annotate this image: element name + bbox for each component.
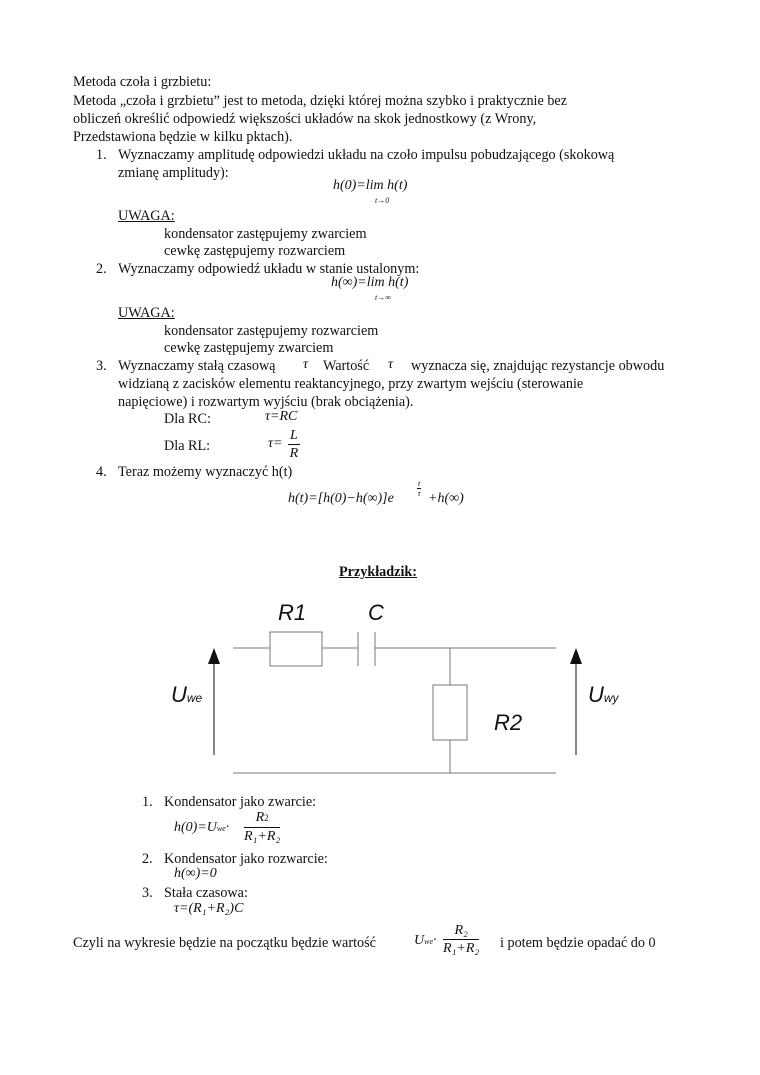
intro-title: Metoda czoła i grzbietu: <box>73 74 212 90</box>
example-item-number: 1. <box>142 794 153 810</box>
step-text: napięciowe) i rozwartym wyjściu (brak obciążenia). <box>118 394 414 410</box>
tau-symbol: τ <box>388 357 394 372</box>
formula-hinf: h(∞)=lim h(t) <box>331 275 409 290</box>
limit-subscript: t→∞ <box>375 293 391 302</box>
fraction-numerator: L <box>290 428 298 443</box>
conclusion-text: i potem będzie opadać do 0 <box>500 935 656 951</box>
uin-subscript: we <box>186 691 203 705</box>
exponent-fraction <box>417 479 421 498</box>
formula-ht: h(t)=[h(0)−h(∞)]e <box>288 491 394 506</box>
uout-letter: U <box>588 682 604 707</box>
intro-line: Przedstawiona będzie w kilku pktach). <box>73 129 293 145</box>
numerator-r: R <box>255 810 265 825</box>
limit-subscript: t→0 <box>375 196 390 205</box>
step-number: 1. <box>96 147 107 163</box>
formula-hinf-example: h(∞)=0 <box>174 866 217 881</box>
input-voltage-arrowhead <box>208 648 220 664</box>
note-line: kondensator zastępujemy rozwarciem <box>164 323 379 339</box>
formula-rc: τ=RC <box>265 409 298 424</box>
c-label: C <box>368 600 384 625</box>
fraction-numerator <box>244 809 280 828</box>
fraction-denominator: R <box>289 446 299 461</box>
formula-lhs-subscript: we <box>216 824 226 833</box>
u-letter: U <box>414 933 425 948</box>
step-text: wyznacza się, znajdując rezystancje obwodu <box>411 358 665 374</box>
note-title: UWAGA: <box>118 305 175 321</box>
example-item-number: 2. <box>142 851 153 867</box>
step-text: widzianą z zacisków elementu reaktancyjnego, przy zwartym wejściu (sterowanie <box>118 376 584 392</box>
step-text: Wyznaczamy odpowiedź układu w stanie ustalonym: <box>118 261 420 277</box>
fraction-denominator: τ <box>417 489 421 498</box>
conclusion-u <box>414 933 437 949</box>
uin-letter: U <box>171 682 187 707</box>
conclusion-fraction <box>443 922 479 957</box>
note-line: cewkę zastępujemy zwarciem <box>164 340 334 356</box>
r2-label: R2 <box>494 710 523 735</box>
note-title: UWAGA: <box>118 208 175 224</box>
rl-label: Dla RL: <box>164 438 211 454</box>
example-title: Przykładzik: <box>339 564 418 580</box>
note-line: kondensator zastępujemy zwarciem <box>164 226 367 242</box>
rc-label: Dla RC: <box>164 411 211 427</box>
formula-rl-lhs: τ= <box>268 436 283 451</box>
intro-line: obliczeń określić odpowiedź większości układów na skok jednostkowy (z Wrony, <box>73 111 537 127</box>
intro-line: Metoda „czoła i grzbietu” jest to metoda, dzięki której można szybko i praktycznie bez <box>73 93 568 109</box>
step-text: Wyznaczamy stałą czasową <box>118 358 276 374</box>
dot: · <box>433 933 437 948</box>
uout-label <box>588 682 619 708</box>
formula-h0-example <box>174 820 229 836</box>
formula-ht-tail: +h(∞) <box>428 491 464 506</box>
example-item-number: 3. <box>142 885 153 901</box>
resistor-r1-body <box>270 632 322 666</box>
note-line: cewkę zastępujemy rozwarciem <box>164 243 346 259</box>
fraction-denominator: R₁+R₂ <box>443 941 480 956</box>
numerator-subscript: 2 <box>264 813 269 823</box>
formula-tau-example: τ=(R₁+R₂)C <box>174 901 244 916</box>
fraction-numerator: t <box>418 479 421 488</box>
step-text: zmianę amplitudy): <box>118 165 229 181</box>
step-text: Wyznaczamy amplitudę odpowiedzi układu na czoło impulsu pobudzającego (skokową <box>118 147 615 163</box>
example-item-text: Kondensator jako zwarcie: <box>164 794 317 810</box>
example-item-text: Stała czasowa: <box>164 885 248 901</box>
example-item-text: Kondensator jako rozwarcie: <box>164 851 328 867</box>
formula-lhs: h(0)=U <box>174 820 217 835</box>
resistor-r2-body <box>433 685 467 740</box>
step-number: 2. <box>96 261 107 277</box>
step-text: Wartość <box>323 358 370 374</box>
step-number: 3. <box>96 358 107 374</box>
output-voltage-arrowhead <box>570 648 582 664</box>
step-text: Teraz możemy wyznaczyć h(t) <box>118 464 293 480</box>
r1-label: R1 <box>278 600 307 625</box>
conclusion-text: Czyli na wykresie będzie na początku będzie wartość <box>73 935 376 951</box>
formula-fraction <box>244 809 280 845</box>
fraction-numerator: R₂ <box>443 922 479 940</box>
uout-subscript: wy <box>603 691 619 705</box>
uin-label <box>171 682 202 708</box>
formula-rl-fraction <box>288 427 300 462</box>
formula-h0: h(0)=lim h(t) <box>333 178 408 193</box>
tau-symbol: τ <box>303 357 309 372</box>
step-number: 4. <box>96 464 107 480</box>
dot: · <box>225 820 230 835</box>
fraction-denominator: R₁+R₂ <box>244 829 281 844</box>
u-subscript: we <box>424 937 434 946</box>
